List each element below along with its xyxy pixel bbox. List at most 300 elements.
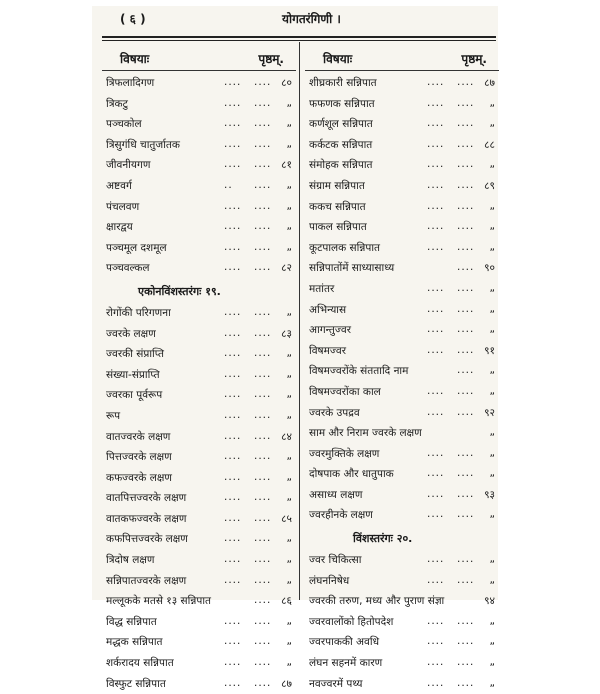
- entry-title: त्रिसुगंधि चातुर्जातक: [106, 138, 180, 151]
- index-entry: [305, 361, 499, 382]
- subject-heading: विषयाः: [323, 52, 353, 66]
- entry-title: विद्ध सन्निपात: [106, 615, 157, 628]
- leader-dots: ....: [224, 408, 242, 421]
- entry-title: ज्वरके उपद्रव: [309, 406, 360, 419]
- entry-page: „: [286, 367, 292, 380]
- entry-title: विषमज्वरोंका काल: [309, 385, 381, 398]
- entry-page: „: [489, 508, 495, 521]
- index-entry: [305, 217, 499, 238]
- entry-title: त्रिफलादिगण: [106, 77, 155, 89]
- index-page: [92, 6, 498, 690]
- index-entry: [102, 303, 296, 324]
- entry-page: „: [489, 220, 495, 233]
- entry-page: „: [489, 384, 495, 397]
- entry-title: फफणक सन्निपात: [309, 97, 375, 110]
- leader-dots: ....: [457, 281, 475, 294]
- leader-dots: ....: [224, 261, 242, 274]
- leader-dots: ....: [457, 302, 475, 315]
- index-entry: [102, 155, 296, 176]
- index-entry: [102, 217, 296, 238]
- leader-dots: ....: [254, 594, 272, 607]
- leader-dots: ....: [457, 261, 475, 274]
- leader-dots: ....: [224, 656, 242, 669]
- leader-dots: ....: [457, 343, 475, 356]
- leader-dots: ....: [254, 117, 272, 130]
- header-rule-thin: [102, 40, 496, 41]
- entry-page: „: [286, 635, 292, 648]
- entry-title: ककच सन्निपात: [309, 200, 366, 213]
- entry-title: पंचलवण: [106, 200, 140, 213]
- section-heading: [305, 526, 499, 550]
- leader-dots: ....: [427, 302, 445, 315]
- entry-title: पञ्चकोल: [106, 118, 142, 131]
- leader-dots: ....: [427, 323, 445, 336]
- leader-dots: ....: [224, 635, 242, 648]
- header-rule: [102, 36, 496, 38]
- left-column: [102, 46, 296, 694]
- entry-page: „: [489, 446, 495, 459]
- entry-page: „: [286, 137, 292, 150]
- index-entry: [102, 114, 296, 135]
- index-entry: [305, 550, 499, 571]
- entry-title: सन्निपातोंमें साध्यासाध्य: [309, 262, 395, 275]
- entry-page: „: [286, 347, 292, 360]
- leader-dots: ....: [224, 573, 242, 586]
- leader-dots: ....: [457, 178, 475, 191]
- entry-title: असाध्य लक्षण: [309, 488, 363, 501]
- leader-dots: ....: [254, 326, 272, 339]
- entry-title: ज्वर चिकित्सा: [309, 554, 362, 567]
- index-entry: [102, 632, 296, 653]
- entry-title: ज्वरवालोंको हितोपदेश: [309, 615, 394, 628]
- leader-dots: ....: [224, 429, 242, 442]
- leader-dots: ....: [224, 326, 242, 339]
- index-entry: [102, 653, 296, 674]
- leader-dots: ....: [457, 199, 475, 212]
- right-entries: [305, 73, 499, 694]
- entry-title: ज्वरकी तरुण, मध्य और पुराण संज्ञा: [309, 595, 445, 608]
- index-entry: [305, 258, 499, 279]
- leader-dots: ....: [254, 367, 272, 380]
- leader-dots: ....: [224, 158, 242, 171]
- entry-page: ८२: [281, 262, 292, 275]
- section-heading: [102, 279, 296, 303]
- entry-title: अष्टवर्ग: [106, 179, 132, 192]
- leader-dots: ....: [457, 487, 475, 500]
- leader-dots: ....: [224, 491, 242, 504]
- leader-dots: ....: [457, 96, 475, 109]
- entry-title: सन्निपातज्वरके लक्षण: [106, 574, 187, 587]
- leader-dots: ....: [427, 220, 445, 233]
- index-entry: [305, 176, 499, 197]
- section-title: एकोनविंशस्तरंगः १९.: [138, 284, 221, 298]
- entry-page: „: [286, 96, 292, 109]
- leader-dots: ....: [457, 364, 475, 377]
- entry-title: नवज्वरमें पथ्य: [309, 677, 363, 690]
- leader-dots: ....: [427, 281, 445, 294]
- entry-page: „: [286, 532, 292, 545]
- entry-title: साम और निराम ज्वरके लक्षण: [309, 427, 422, 440]
- subject-heading: विषयाः: [120, 52, 150, 66]
- entry-title: रूप: [106, 409, 121, 422]
- index-entry: [305, 135, 499, 156]
- entry-page: „: [489, 426, 495, 439]
- entry-title: त्रिकटु: [106, 97, 128, 110]
- leader-dots: ....: [254, 137, 272, 150]
- entry-title: त्रिदोष लक्षण: [106, 554, 155, 567]
- index-entry: [102, 468, 296, 489]
- leader-dots: ....: [457, 676, 475, 689]
- entry-title: कफपित्तज्वरके लक्षण: [106, 533, 188, 546]
- entry-page: „: [489, 158, 495, 171]
- entry-title: कफज्वरके लक्षण: [106, 471, 172, 484]
- left-entries: [102, 73, 296, 694]
- entry-page: ९३: [484, 488, 495, 501]
- leader-dots: ....: [224, 553, 242, 566]
- right-column: [305, 46, 499, 694]
- leader-dots: ....: [427, 117, 445, 130]
- index-entry: [305, 485, 499, 506]
- index-entry: [102, 344, 296, 365]
- index-entry: [102, 197, 296, 218]
- leader-dots: ....: [427, 614, 445, 627]
- entry-title: क्षारद्वय: [106, 221, 133, 234]
- leader-dots: ..: [224, 178, 233, 191]
- index-entry: [305, 197, 499, 218]
- entry-page: ९१: [484, 344, 495, 357]
- leader-dots: ....: [427, 467, 445, 480]
- entry-title: ज्वरमुक्तिके लक्षण: [309, 447, 380, 460]
- entry-page: „: [286, 240, 292, 253]
- entry-page: „: [286, 117, 292, 130]
- leader-dots: ....: [427, 508, 445, 521]
- entry-title: संख्या-संप्राप्ति: [106, 368, 160, 381]
- page-header: [92, 6, 498, 30]
- leader-dots: ....: [254, 614, 272, 627]
- entry-page: „: [489, 117, 495, 130]
- entry-title: कर्कटक सन्निपात: [309, 138, 373, 151]
- index-entry: [102, 529, 296, 550]
- leader-dots: ....: [427, 573, 445, 586]
- leader-dots: ....: [254, 470, 272, 483]
- entry-page: „: [489, 281, 495, 294]
- entry-page: ९०: [484, 262, 495, 275]
- leader-dots: ....: [254, 491, 272, 504]
- leader-dots: ....: [427, 199, 445, 212]
- entry-page: „: [286, 491, 292, 504]
- leader-dots: ....: [427, 343, 445, 356]
- entry-title: मतांतर: [309, 282, 335, 295]
- leader-dots: ....: [427, 96, 445, 109]
- entry-page: „: [286, 573, 292, 586]
- leader-dots: ....: [254, 450, 272, 463]
- leader-dots: ....: [254, 347, 272, 360]
- index-entry: [102, 488, 296, 509]
- leader-dots: ....: [457, 573, 475, 586]
- index-entry: [305, 571, 499, 592]
- entry-page: „: [489, 573, 495, 586]
- entry-title: कर्णशूल सन्निपात: [309, 118, 373, 131]
- leader-dots: ....: [457, 405, 475, 418]
- index-entry: [102, 73, 296, 94]
- entry-page: „: [489, 302, 495, 315]
- leader-dots: ....: [254, 158, 272, 171]
- index-entry: [102, 447, 296, 468]
- leader-dots: ....: [427, 137, 445, 150]
- leader-dots: ....: [457, 323, 475, 336]
- leader-dots: ....: [427, 405, 445, 418]
- section-title: विंशस्तरंगः २०.: [353, 532, 413, 546]
- leader-dots: ....: [254, 532, 272, 545]
- leader-dots: ....: [254, 96, 272, 109]
- entry-title: वातपित्तज्वरके लक्षण: [106, 492, 187, 505]
- leader-dots: ....: [457, 467, 475, 480]
- entry-page: „: [286, 553, 292, 566]
- entry-page: ९४: [484, 595, 495, 608]
- index-entry: [305, 94, 499, 115]
- leader-dots: ....: [457, 508, 475, 521]
- leader-dots: ....: [457, 553, 475, 566]
- leader-dots: ....: [254, 261, 272, 274]
- leader-dots: ....: [427, 158, 445, 171]
- leader-dots: ....: [224, 511, 242, 524]
- entry-page: ८४: [281, 430, 292, 443]
- leader-dots: ....: [427, 240, 445, 253]
- entry-title: ज्वरकी संप्राप्ति: [106, 348, 164, 361]
- index-entry: [305, 505, 499, 526]
- entry-title: पञ्चवल्कल: [106, 262, 150, 275]
- leader-dots: ....: [457, 384, 475, 397]
- leader-dots: ....: [427, 553, 445, 566]
- entry-title: ज्वरपाककी अवधि: [309, 636, 380, 649]
- index-entry: [305, 464, 499, 485]
- leader-dots: ....: [457, 656, 475, 669]
- leader-dots: ....: [457, 240, 475, 253]
- leader-dots: ....: [224, 137, 242, 150]
- entry-page: „: [489, 635, 495, 648]
- leader-dots: ....: [224, 532, 242, 545]
- leader-dots: ....: [224, 117, 242, 130]
- entry-page: „: [489, 656, 495, 669]
- entry-page: „: [489, 676, 495, 689]
- index-entry: [305, 382, 499, 403]
- leader-dots: ....: [427, 384, 445, 397]
- entry-title: पित्तज्वरके लक्षण: [106, 451, 172, 464]
- leader-dots: ....: [254, 656, 272, 669]
- entry-page: ८९: [484, 179, 495, 192]
- index-entry: [305, 423, 499, 444]
- leader-dots: ....: [254, 553, 272, 566]
- entry-title: ज्वरहीनके लक्षण: [309, 509, 373, 522]
- leader-dots: ....: [457, 158, 475, 171]
- entry-title: शीघ्रकारी सन्निपात: [309, 77, 377, 89]
- leader-dots: ....: [457, 76, 475, 88]
- leader-dots: ....: [254, 408, 272, 421]
- index-entry: [102, 674, 296, 694]
- index-entry: [305, 73, 499, 94]
- right-column-head: [305, 46, 499, 70]
- index-entry: [305, 444, 499, 465]
- entry-title: लंघन सहनमें कारण: [309, 657, 383, 670]
- entry-page: „: [489, 240, 495, 253]
- entry-page: „: [286, 450, 292, 463]
- index-entry: [102, 509, 296, 530]
- entry-title: दोषपाक और धातुपाक: [309, 468, 394, 481]
- index-entry: [305, 238, 499, 259]
- entry-title: अभिन्यास: [309, 303, 347, 316]
- entry-title: आगन्तुज्वर: [309, 324, 351, 337]
- leader-dots: ....: [224, 305, 242, 318]
- entry-title: रोगोंकी परिगणना: [106, 306, 171, 319]
- entry-title: संमोहक सन्निपात: [309, 159, 373, 172]
- index-entry: [102, 176, 296, 197]
- entry-title: कूटपालक सन्निपात: [309, 241, 381, 254]
- index-entry: [102, 94, 296, 115]
- leader-dots: ....: [457, 446, 475, 459]
- entry-title: पाकल सन्निपात: [309, 221, 367, 234]
- leader-dots: ....: [224, 676, 242, 689]
- entry-title: विस्फुट सन्निपात: [106, 677, 166, 690]
- leader-dots: ....: [254, 76, 272, 88]
- leader-dots: ....: [254, 220, 272, 233]
- index-entry: [305, 320, 499, 341]
- entry-page: ९२: [484, 406, 495, 419]
- entry-title: जीवनीयगण: [106, 159, 151, 172]
- entry-page: „: [489, 96, 495, 109]
- leader-dots: ....: [224, 199, 242, 212]
- leader-dots: ....: [457, 117, 475, 130]
- leader-dots: ....: [224, 220, 242, 233]
- leader-dots: ....: [224, 470, 242, 483]
- page-heading: पृष्ठम्.: [461, 52, 487, 66]
- leader-dots: ....: [457, 137, 475, 150]
- index-entry: [305, 612, 499, 633]
- leader-dots: ....: [224, 240, 242, 253]
- leader-dots: ....: [224, 76, 242, 88]
- index-entry: [305, 279, 499, 300]
- entry-page: „: [489, 199, 495, 212]
- leader-dots: ....: [254, 240, 272, 253]
- entry-page: „: [286, 220, 292, 233]
- leader-dots: ....: [254, 305, 272, 318]
- entry-page: „: [489, 323, 495, 336]
- entry-page: ८१: [281, 159, 292, 172]
- entry-page: „: [286, 656, 292, 669]
- left-column-head: [102, 46, 296, 70]
- entry-page: „: [286, 470, 292, 483]
- leader-dots: ....: [254, 511, 272, 524]
- leader-dots: ....: [427, 676, 445, 689]
- entry-page: ८७: [484, 77, 495, 89]
- index-entry: [305, 591, 499, 612]
- running-title: योगतरंगिणी ।: [282, 12, 341, 26]
- leader-dots: ....: [254, 388, 272, 401]
- leader-dots: ....: [224, 614, 242, 627]
- entry-page: „: [286, 199, 292, 212]
- leader-dots: ....: [427, 76, 445, 88]
- leader-dots: ....: [427, 487, 445, 500]
- entry-title: लंघननिषेध: [309, 574, 350, 587]
- index-entry: [102, 324, 296, 345]
- entry-page: „: [489, 553, 495, 566]
- entry-title: ज्वरके लक्षण: [106, 327, 156, 340]
- index-entry: [102, 135, 296, 156]
- index-entry: [102, 365, 296, 386]
- entry-page: „: [286, 614, 292, 627]
- index-entry: [102, 258, 296, 279]
- entry-page: ८८: [484, 138, 495, 151]
- entry-page: ८३: [281, 327, 292, 340]
- leader-dots: ....: [254, 199, 272, 212]
- column-divider: [299, 42, 300, 600]
- leader-dots: ....: [254, 573, 272, 586]
- entry-title: मद्धक सन्निपात: [106, 636, 163, 649]
- entry-page: ८६: [281, 595, 292, 608]
- entry-title: संग्राम सन्निपात: [309, 179, 365, 192]
- entry-page: „: [489, 364, 495, 377]
- leader-dots: ....: [224, 450, 242, 463]
- index-entry: [305, 300, 499, 321]
- column-head-rule: [102, 70, 296, 71]
- entry-title: मल्लूकके मतसे १३ सन्निपात: [106, 595, 212, 608]
- index-entry: [102, 385, 296, 406]
- index-entry: [305, 114, 499, 135]
- leader-dots: ....: [224, 347, 242, 360]
- entry-page: „: [286, 178, 292, 191]
- leader-dots: ....: [427, 635, 445, 648]
- entry-title: शर्करादय सन्निपात: [106, 657, 174, 670]
- index-entry: [305, 674, 499, 694]
- index-entry: [102, 550, 296, 571]
- index-entry: [305, 632, 499, 653]
- entry-title: वातज्वरके लक्षण: [106, 430, 171, 443]
- index-entry: [102, 427, 296, 448]
- leader-dots: ....: [224, 96, 242, 109]
- entry-page: „: [489, 467, 495, 480]
- entry-page: „: [286, 305, 292, 318]
- entry-page: ८५: [281, 512, 292, 525]
- page-number: ( ६ ): [120, 12, 146, 26]
- index-entry: [305, 653, 499, 674]
- entry-page: „: [489, 614, 495, 627]
- leader-dots: ....: [254, 635, 272, 648]
- index-entry: [102, 612, 296, 633]
- index-entry: [305, 341, 499, 362]
- column-head-rule: [305, 70, 499, 71]
- leader-dots: ....: [427, 178, 445, 191]
- entry-page: ८०: [281, 77, 292, 89]
- leader-dots: ....: [224, 388, 242, 401]
- entry-title: पञ्चमूल दशमूल: [106, 241, 167, 254]
- index-entry: [305, 403, 499, 424]
- leader-dots: ....: [224, 367, 242, 380]
- leader-dots: ....: [254, 178, 272, 191]
- leader-dots: ....: [457, 635, 475, 648]
- entry-page: „: [286, 388, 292, 401]
- index-entry: [102, 571, 296, 592]
- leader-dots: ....: [427, 446, 445, 459]
- page-heading: पृष्ठम्.: [258, 52, 284, 66]
- entry-title: ज्वरका पूर्वरूप: [106, 389, 163, 402]
- index-entry: [102, 238, 296, 259]
- entry-page: „: [286, 408, 292, 421]
- entry-title: विषमज्वरोंके संततादि नाम: [309, 365, 409, 378]
- index-entry: [102, 591, 296, 612]
- index-entry: [102, 406, 296, 427]
- entry-page: ८७: [281, 677, 292, 690]
- entry-title: वातकफज्वरके लक्षण: [106, 512, 187, 525]
- index-entry: [305, 155, 499, 176]
